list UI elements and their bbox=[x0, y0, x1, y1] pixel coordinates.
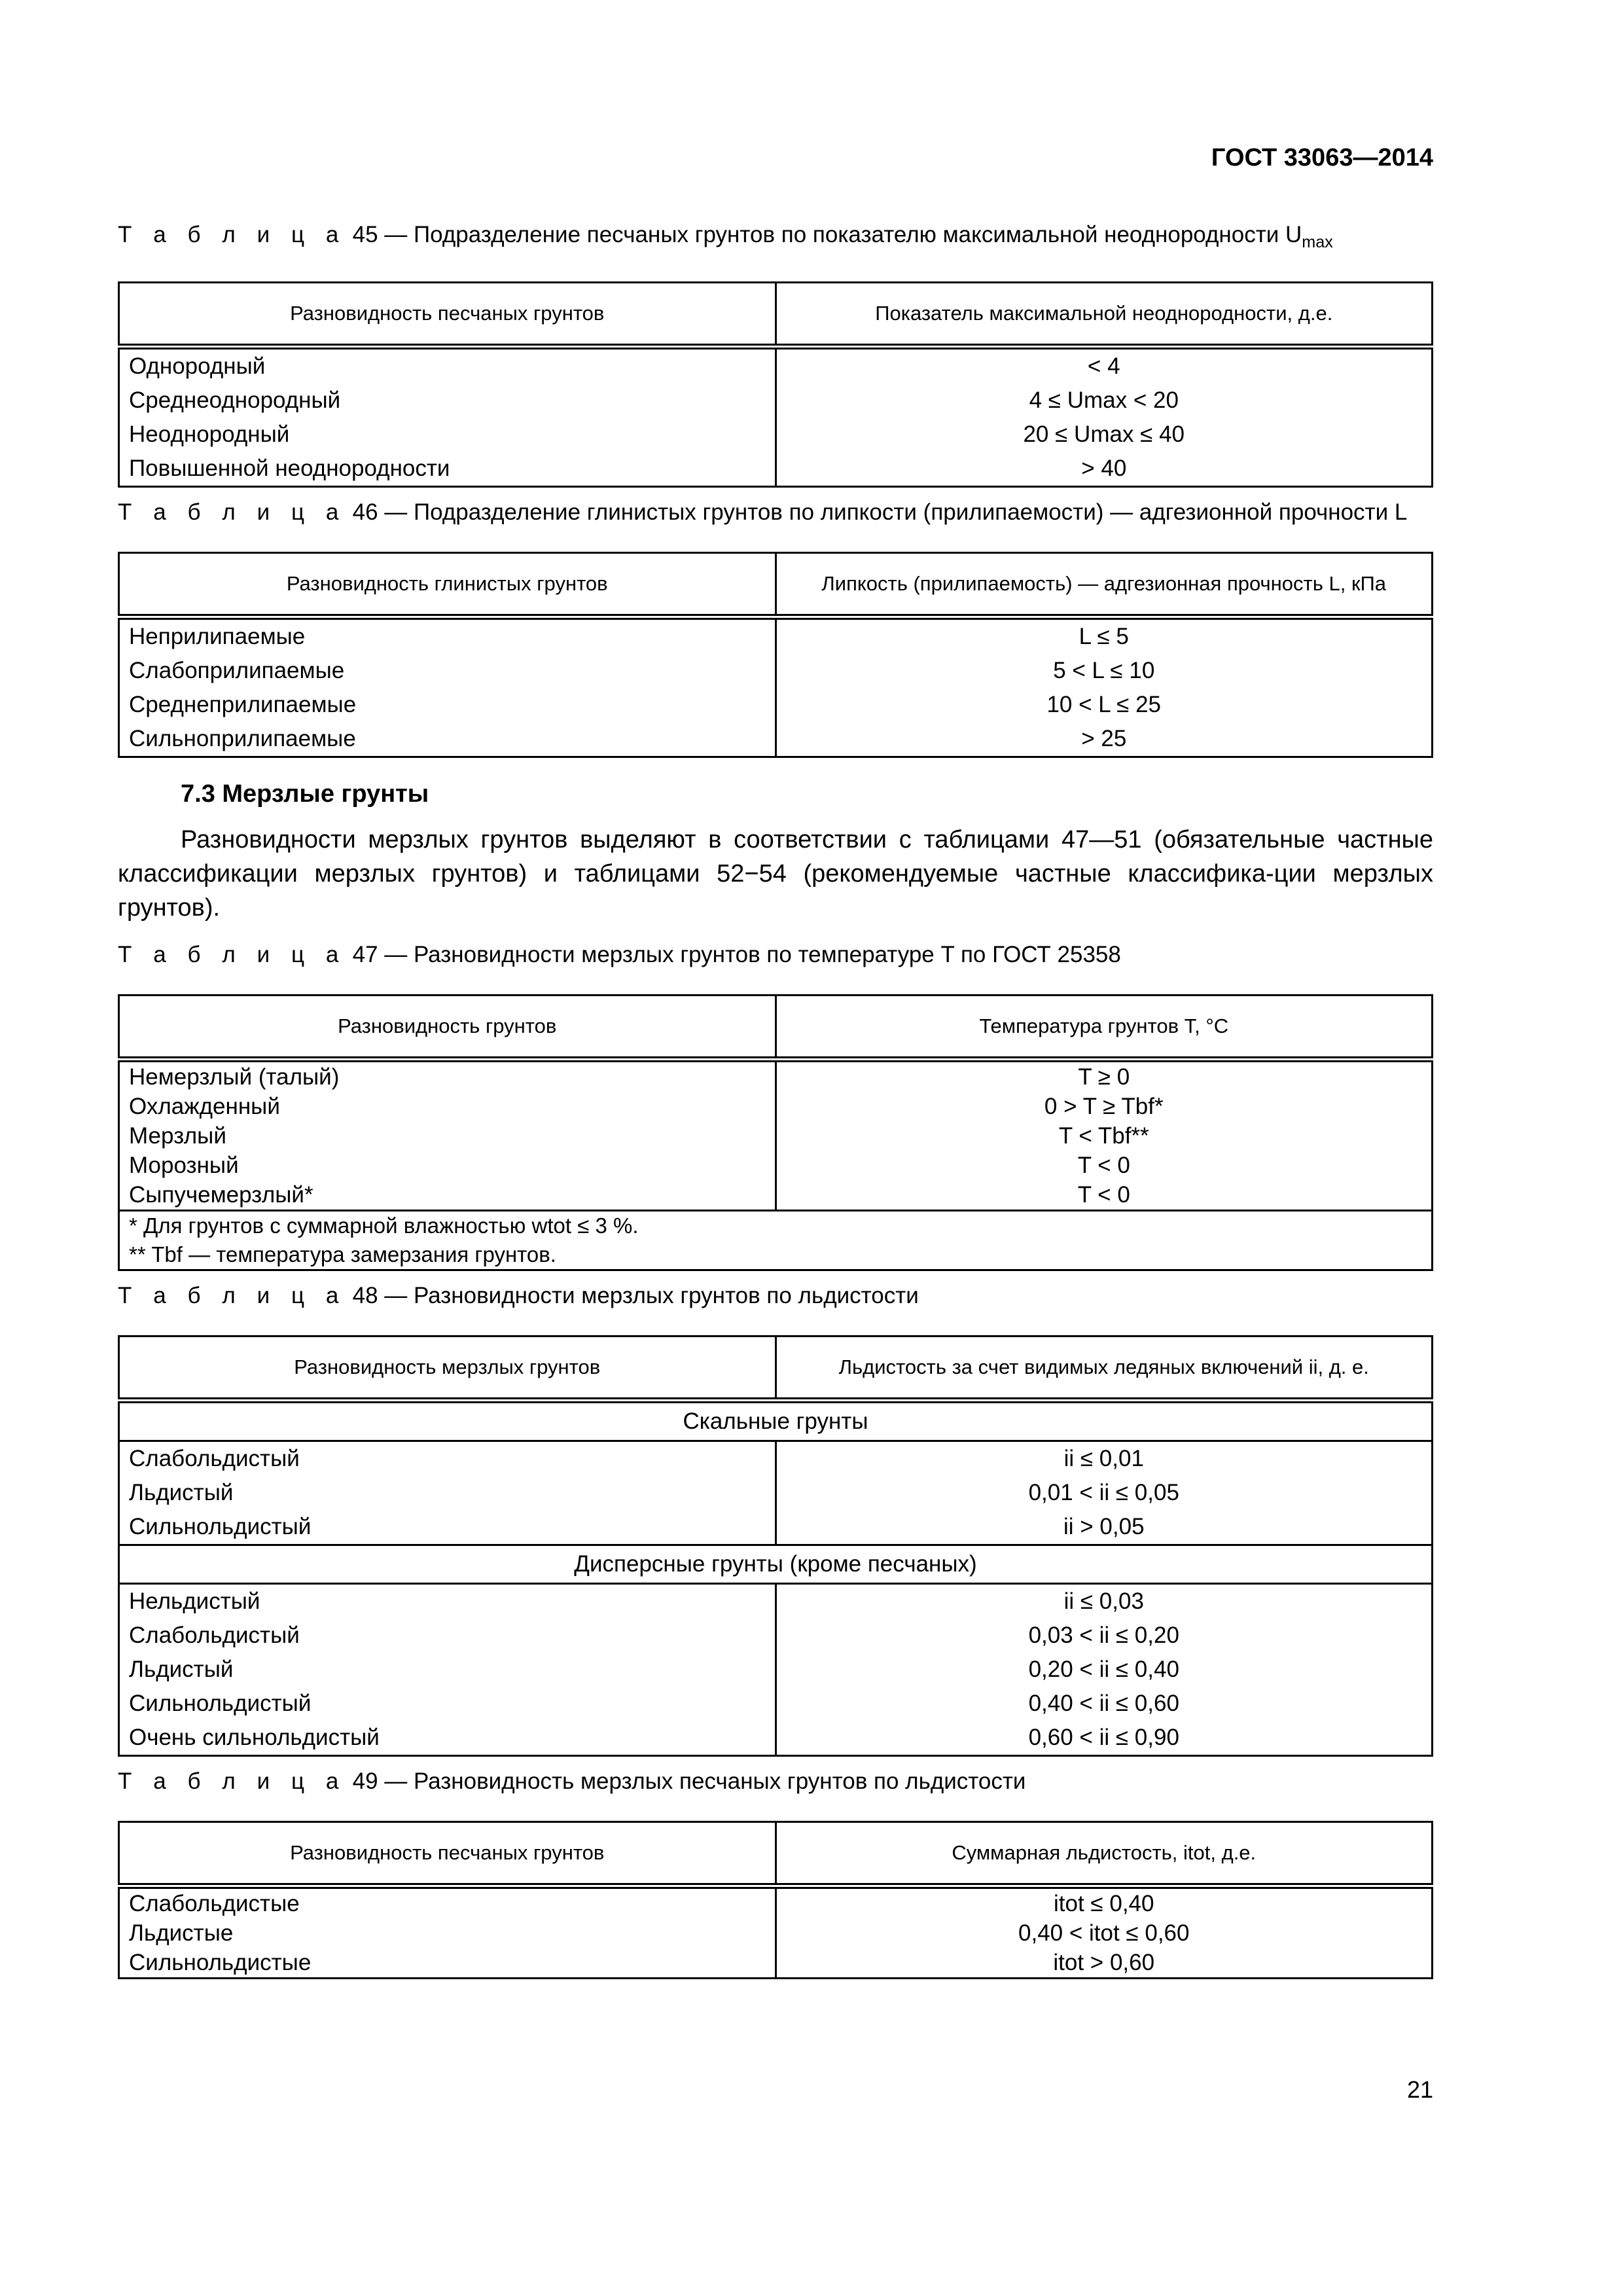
table-row-name: Сильнольдистый bbox=[129, 1514, 312, 1539]
table49-values-cell bbox=[776, 1886, 1433, 1979]
table-row-value: T < Tbf** bbox=[1058, 1123, 1149, 1149]
table46-col2-header: Липкость (прилипаемость) — адгезионная прочность L, кПа bbox=[776, 553, 1433, 617]
table49-caption-word: Т а б л и ц а bbox=[118, 1768, 346, 1794]
table46-values-cell bbox=[776, 617, 1433, 757]
table-row-value: 0,40 < itot ≤ 0,60 bbox=[1018, 1920, 1190, 1946]
table45-values-cell bbox=[776, 347, 1433, 487]
table48-group-row bbox=[119, 1545, 1433, 1584]
table48 bbox=[118, 1335, 1433, 1757]
table46-body bbox=[119, 617, 1433, 757]
table45-names-cell bbox=[119, 347, 776, 487]
table46-names-cell bbox=[119, 617, 776, 757]
table-row-value: T < 0 bbox=[1077, 1153, 1130, 1178]
table-row-value: itot > 0,60 bbox=[1053, 1950, 1155, 1975]
table48-body1 bbox=[119, 1441, 1433, 1545]
table47-values-cell bbox=[776, 1060, 1433, 1211]
table-row-name: Сильнольдистые bbox=[129, 1950, 312, 1975]
table-row-value: 0,03 < ii ≤ 0,20 bbox=[1028, 1623, 1179, 1648]
table-row-name: Льдистый bbox=[129, 1480, 234, 1505]
table-row-value: 0,40 < ii ≤ 0,60 bbox=[1028, 1691, 1179, 1716]
table49-names-cell bbox=[119, 1886, 776, 1979]
table-row-value: 0,20 < ii ≤ 0,40 bbox=[1028, 1657, 1179, 1682]
table-row-value: > 25 bbox=[1081, 726, 1127, 751]
table-row-name: Среднеоднородный bbox=[129, 387, 341, 413]
table48-caption-word: Т а б л и ц а bbox=[118, 1283, 346, 1308]
table-row-name: Повышенной неоднородности bbox=[129, 456, 450, 481]
table45 bbox=[118, 281, 1433, 488]
table-row-value: > 40 bbox=[1081, 456, 1127, 481]
table47-col2-header: Температура грунтов T, °С bbox=[776, 996, 1433, 1060]
document-page bbox=[118, 144, 1433, 1979]
table46-caption bbox=[118, 498, 1433, 527]
table45-col2-header: Показатель максимальной неоднородности, д.е. bbox=[776, 283, 1433, 347]
table-row-value: 20 ≤ Umax ≤ 40 bbox=[1023, 422, 1185, 447]
table48-caption-number: 48 bbox=[352, 1283, 378, 1308]
page-number: 21 bbox=[1406, 2076, 1433, 2103]
table-row-name: Сильноприлипаемые bbox=[129, 726, 356, 751]
table-row-value: 0,60 < ii ≤ 0,90 bbox=[1028, 1725, 1179, 1750]
table48-values1-cell bbox=[776, 1441, 1433, 1545]
table-row-name: Немерзлый (талый) bbox=[129, 1064, 340, 1090]
table-row-value: L ≤ 5 bbox=[1079, 624, 1129, 649]
table47-col1-header: Разновидность грунтов bbox=[119, 996, 776, 1060]
table-row-name: Слабоприлипаемые bbox=[129, 658, 345, 683]
table-row-name: Морозный bbox=[129, 1153, 239, 1178]
table-row-value: 5 < L ≤ 10 bbox=[1053, 658, 1155, 683]
table-row-name: Льдистые bbox=[129, 1920, 234, 1946]
table49-body bbox=[119, 1886, 1433, 1979]
table-row-name: Охлажденный bbox=[129, 1094, 280, 1119]
table48-col1-header: Разновидность мерзлых грунтов bbox=[119, 1336, 776, 1401]
table47-footnote-2: ** Tbf — температура замерзания грунтов. bbox=[129, 1242, 556, 1266]
table47-footnote-1: * Для грунтов с суммарной влажностью wtot ≤ 3 %. bbox=[129, 1213, 639, 1238]
table45-caption-word: Т а б л и ц а bbox=[118, 222, 346, 247]
table47-footnotes bbox=[119, 1211, 1433, 1270]
section-paragraph: Разновидности мерзлых грунтов выделяют в соответствии с таблицами 47—51 (обязательные частные классификации мерзлых грунтов) и таблицами 52−54 (рекомендуемые частные классифика-ции мерзлых грунтов). bbox=[118, 826, 1433, 922]
table46-col1-header: Разновидность глинистых грунтов bbox=[119, 553, 776, 617]
table-row-name: Слабольдистый bbox=[129, 1623, 300, 1648]
table-row-name: Среднеприлипаемые bbox=[129, 692, 357, 717]
table-row-value: T ≥ 0 bbox=[1078, 1064, 1130, 1090]
table48-names2-cell bbox=[119, 1584, 776, 1756]
table-row-value: T < 0 bbox=[1077, 1182, 1130, 1208]
table45-caption-number: 45 bbox=[352, 222, 378, 247]
table48-caption bbox=[118, 1282, 1433, 1310]
table48-values2-cell bbox=[776, 1584, 1433, 1756]
table47-caption-number: 47 bbox=[352, 942, 378, 967]
table-row-value: 0,01 < ii ≤ 0,05 bbox=[1028, 1480, 1179, 1505]
table-row-name: Однородный bbox=[129, 353, 266, 379]
table-row-name: Слабольдистые bbox=[129, 1891, 300, 1916]
table-row-value: 0 > T ≥ Tbf* bbox=[1044, 1094, 1164, 1119]
table47-names-cell bbox=[119, 1060, 776, 1211]
table-row-value: ii ≤ 0,01 bbox=[1063, 1446, 1144, 1471]
table49-caption bbox=[118, 1767, 1433, 1796]
table48-group-row bbox=[119, 1401, 1433, 1441]
table45-body bbox=[119, 347, 1433, 487]
table-row-name: Очень сильнольдистый bbox=[129, 1725, 380, 1750]
table48-caption-text: — Разновидности мерзлых грунтов по льдистости bbox=[378, 1283, 919, 1308]
table47-footnote-cell bbox=[119, 1211, 1433, 1270]
table49-col2-header: Суммарная льдистость, itot, д.е. bbox=[776, 1822, 1433, 1886]
section-title: 7.3 Мерзлые грунты bbox=[181, 780, 429, 808]
table-row-name: Мерзлый bbox=[129, 1123, 226, 1149]
table46-caption-text: — Подразделение глинистых грунтов по липкости (прилипаемости) — адгезионной прочности L bbox=[378, 499, 1408, 525]
table-row-name: Неоднородный bbox=[129, 422, 290, 447]
table47-body bbox=[119, 1060, 1433, 1211]
table-row-value: 4 ≤ Umax < 20 bbox=[1029, 387, 1179, 413]
table-row-name: Сыпучемерзлый* bbox=[129, 1182, 313, 1208]
standard-id: ГОСТ 33063—2014 bbox=[1211, 144, 1433, 171]
table48-group2: Дисперсные грунты (кроме песчаных) bbox=[119, 1545, 1433, 1584]
table-row-name: Нельдистый bbox=[129, 1588, 260, 1614]
table49-caption-text: — Разновидность мерзлых песчаных грунтов по льдистости bbox=[378, 1768, 1026, 1794]
table-row-value: itot ≤ 0,40 bbox=[1054, 1891, 1154, 1916]
table45-caption bbox=[118, 221, 1433, 257]
table47 bbox=[118, 994, 1433, 1271]
table47-caption-word: Т а б л и ц а bbox=[118, 942, 346, 967]
table-row-name: Неприлипаемые bbox=[129, 624, 306, 649]
table48-names1-cell bbox=[119, 1441, 776, 1545]
table-row-name: Слабольдистый bbox=[129, 1446, 300, 1471]
table47-caption bbox=[118, 941, 1433, 969]
table45-col1-header: Разновидность песчаных грунтов bbox=[119, 283, 776, 347]
table48-body2 bbox=[119, 1584, 1433, 1756]
table49-col1-header: Разновидность песчаных грунтов bbox=[119, 1822, 776, 1886]
table48-group1: Скальные грунты bbox=[119, 1401, 1433, 1441]
table45-caption-text: — Подразделение песчаных грунтов по показателю максимальной неоднородности U bbox=[378, 222, 1302, 247]
table46 bbox=[118, 552, 1433, 758]
table47-caption-text: — Разновидности мерзлых грунтов по температуре T по ГОСТ 25358 bbox=[378, 942, 1121, 967]
table-row-value: ii ≤ 0,03 bbox=[1063, 1588, 1144, 1614]
table49-caption-number: 49 bbox=[352, 1768, 378, 1794]
table-row-name: Льдистый bbox=[129, 1657, 234, 1682]
table-row-value: < 4 bbox=[1087, 353, 1120, 379]
table-row-value: ii > 0,05 bbox=[1063, 1514, 1145, 1539]
table46-caption-word: Т а б л и ц а bbox=[118, 499, 346, 525]
table46-caption-number: 46 bbox=[352, 499, 378, 525]
table-row-name: Сильнольдистый bbox=[129, 1691, 312, 1716]
table45-caption-sub: max bbox=[1302, 233, 1333, 251]
table48-col2-header: Льдистость за счет видимых ледяных включений ii, д. е. bbox=[776, 1336, 1433, 1401]
table-row-value: 10 < L ≤ 25 bbox=[1046, 692, 1162, 717]
table49 bbox=[118, 1821, 1433, 1979]
